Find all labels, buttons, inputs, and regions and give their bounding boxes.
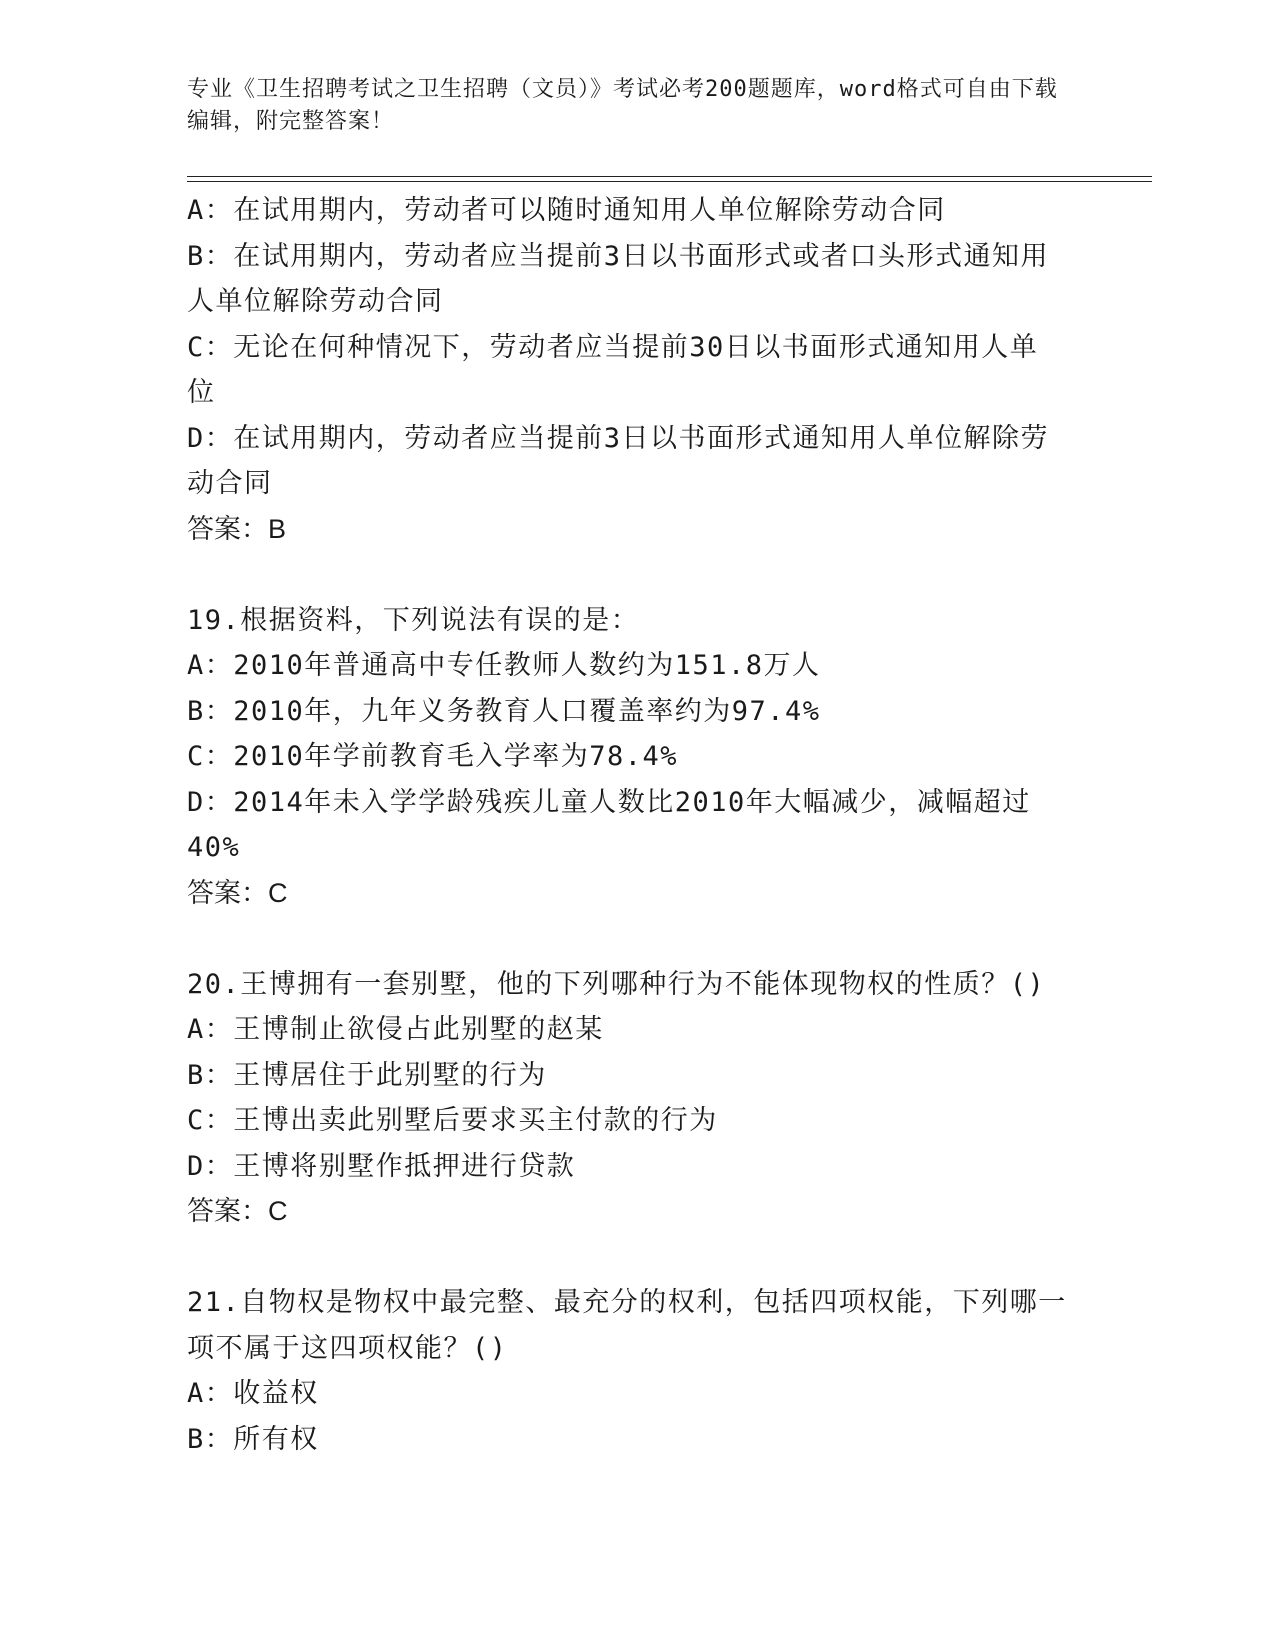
option-b: B：所有权 bbox=[187, 1423, 319, 1455]
option-b-continued: 人单位解除劳动合同 bbox=[187, 286, 444, 317]
question-18 bbox=[187, 188, 1087, 552]
option-a: A：王博制止欲侵占此别墅的赵某 bbox=[187, 1014, 604, 1045]
document-header: 专业《卫生招聘考试之卫生招聘（文员）》考试必考200题题库，word格式可自由下载编辑，附完整答案！ bbox=[187, 77, 1058, 134]
option-d-continued: 40% bbox=[187, 832, 241, 863]
option-b: B：在试用期内，劳动者应当提前3日以书面形式或者口头形式通知用 bbox=[187, 240, 1050, 272]
header-divider-top bbox=[187, 176, 1152, 177]
question-text: 21.自物权是物权中最完整、最充分的权利，包括四项权能，下列哪一 bbox=[187, 1287, 1067, 1318]
option-c: C：王博出卖此别墅后要求买主付款的行为 bbox=[187, 1105, 718, 1136]
document-body bbox=[187, 188, 1087, 1462]
option-a: A：在试用期内，劳动者可以随时通知用人单位解除劳动合同 bbox=[187, 195, 946, 226]
answer: 答案：B bbox=[187, 513, 287, 544]
option-c: C：无论在何种情况下，劳动者应当提前30日以书面形式通知用人单 bbox=[187, 331, 1039, 363]
question-text: 20.王博拥有一套别墅，他的下列哪种行为不能体现物权的性质？() bbox=[187, 968, 1046, 1000]
answer: 答案：C bbox=[187, 877, 288, 908]
question-text: 19.根据资料，下列说法有误的是： bbox=[187, 604, 640, 636]
option-d: D：王博将别墅作抵押进行贷款 bbox=[187, 1150, 576, 1182]
question-21 bbox=[187, 1280, 1087, 1462]
header-divider-bottom bbox=[187, 181, 1152, 182]
option-b: B：2010年，九年义务教育人口覆盖率约为97.4% bbox=[187, 695, 821, 727]
option-c: C：2010年学前教育毛入学率为78.4% bbox=[187, 741, 679, 772]
spacer bbox=[187, 916, 1087, 962]
option-d: D：2014年未入学学龄残疾儿童人数比2010年大幅减少，减幅超过 bbox=[187, 786, 1031, 818]
option-a: A：2010年普通高中专任教师人数约为151.8万人 bbox=[187, 650, 821, 681]
option-d: D：在试用期内，劳动者应当提前3日以书面形式通知用人单位解除劳 bbox=[187, 422, 1050, 454]
option-c-continued: 位 bbox=[187, 377, 216, 408]
option-a: A：收益权 bbox=[187, 1378, 319, 1409]
option-b: B：王博居住于此别墅的行为 bbox=[187, 1059, 547, 1091]
question-19 bbox=[187, 598, 1087, 917]
option-d-continued: 动合同 bbox=[187, 468, 273, 499]
question-text-continued: 项不属于这四项权能？() bbox=[187, 1332, 508, 1364]
spacer bbox=[187, 1235, 1087, 1281]
answer: 答案：C bbox=[187, 1196, 288, 1226]
question-20 bbox=[187, 962, 1087, 1235]
spacer bbox=[187, 552, 1087, 598]
